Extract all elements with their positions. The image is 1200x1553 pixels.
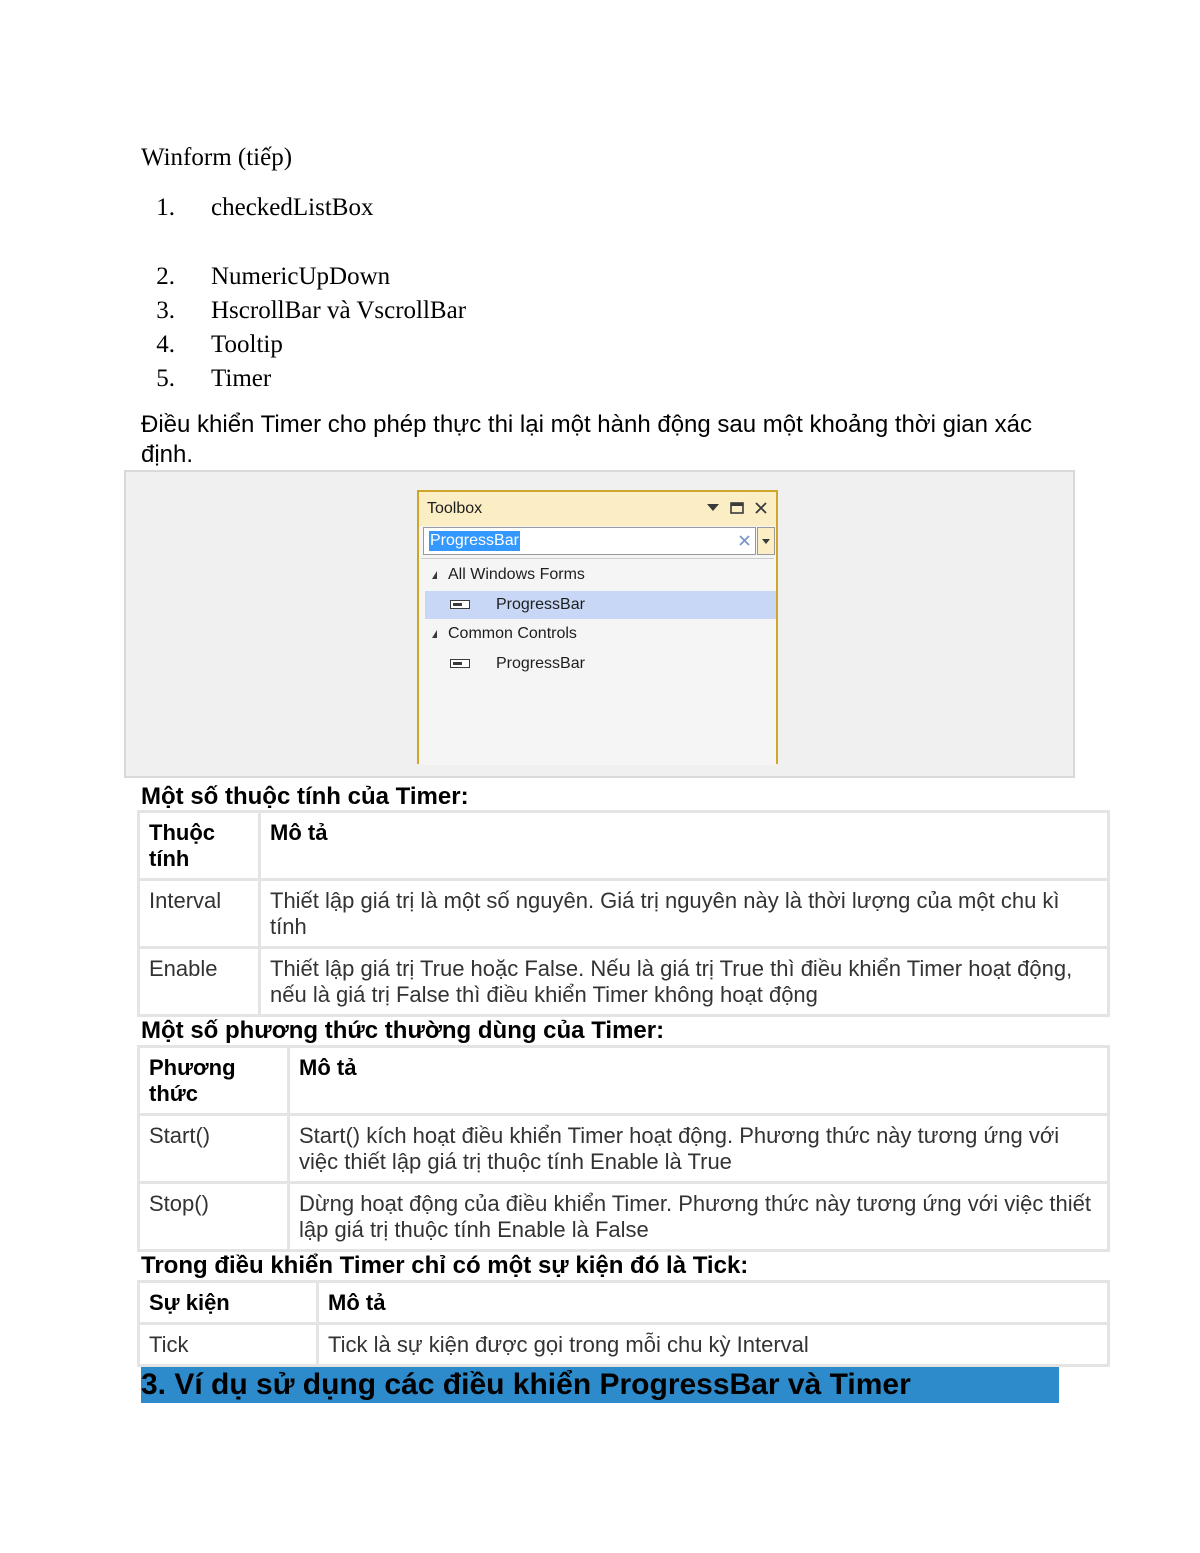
property-name: Enable: [139, 948, 260, 1016]
topic-number: 2.: [156, 263, 175, 290]
intro-paragraph: Điều khiển Timer cho phép thực thi lại một hành động sau một khoảng thời gian xác định.: [141, 411, 1032, 468]
properties-table: [137, 810, 1110, 1017]
toolbox-titlebar: [419, 492, 776, 526]
methods-heading: Một số phương thức thường dùng của Timer:: [141, 1017, 665, 1044]
column-header: Mô tả: [318, 1282, 1109, 1324]
topic-number: 3.: [156, 297, 175, 324]
tree-item-progressbar[interactable]: [421, 650, 774, 678]
tree-item-progressbar[interactable]: [425, 591, 776, 619]
method-name: Start(): [139, 1115, 289, 1183]
column-header: Phương thức: [139, 1047, 289, 1115]
table-row: [139, 1115, 1109, 1183]
maximize-icon[interactable]: [727, 498, 747, 518]
table-row: [139, 1324, 1109, 1366]
collapse-arrow-icon[interactable]: [432, 571, 437, 579]
topic-item: [141, 364, 271, 394]
close-icon[interactable]: [751, 498, 771, 518]
tree-group-all-windows-forms[interactable]: [421, 561, 774, 589]
topic-label: HscrollBar và VscrollBar: [211, 297, 467, 324]
toolbox-tree: [421, 558, 774, 765]
property-name: Interval: [139, 880, 260, 948]
topic-number: 5.: [156, 365, 175, 392]
method-name: Stop(): [139, 1183, 289, 1251]
column-header: Thuộc tính: [139, 812, 260, 880]
property-description: Thiết lập giá trị True hoặc False. Nếu là giá trị True thì điều khiển Timer hoạt động, nếu là giá trị False thì điều khiển Timer không hoạt động: [260, 948, 1109, 1016]
topic-item: [141, 262, 390, 292]
column-header: Mô tả: [289, 1047, 1109, 1115]
topic-label: Timer: [211, 365, 272, 392]
table-row: [139, 948, 1109, 1016]
event-name: Tick: [139, 1324, 318, 1366]
tree-group-common-controls[interactable]: [421, 620, 774, 648]
properties-heading: Một số thuộc tính của Timer:: [141, 783, 469, 810]
progressbar-icon: [450, 600, 470, 609]
topic-number: 1.: [156, 194, 175, 221]
topic-label: NumericUpDown: [211, 263, 391, 290]
collapse-arrow-icon[interactable]: [432, 630, 437, 638]
tree-item-label: ProgressBar: [496, 596, 585, 613]
topic-item: [141, 330, 283, 360]
topic-label: checkedListBox: [211, 194, 374, 221]
column-header: Sự kiện: [139, 1282, 318, 1324]
table-row: [139, 1183, 1109, 1251]
events-table: [137, 1280, 1110, 1367]
table-row: [139, 880, 1109, 948]
tree-item-label: ProgressBar: [496, 655, 585, 672]
clear-icon[interactable]: [738, 530, 751, 552]
toolbox-panel: [417, 490, 778, 764]
events-heading: Trong điều khiển Timer chỉ có một sự kiện đó là Tick:: [141, 1252, 749, 1279]
column-header: Mô tả: [260, 812, 1109, 880]
document-title: Winform (tiếp): [141, 144, 293, 171]
table-header-row: [139, 1047, 1109, 1115]
table-header-row: [139, 812, 1109, 880]
toolbox-title: Toolbox: [427, 500, 483, 517]
methods-table: [137, 1045, 1110, 1252]
method-description: Start() kích hoạt điều khiển Timer hoạt động. Phương thức này tương ứng với việc thiết lập giá trị thuộc tính Enable là True: [289, 1115, 1109, 1183]
topic-item: [141, 296, 466, 326]
event-description: Tick là sự kiện được gọi trong mỗi chu kỳ Interval: [318, 1324, 1109, 1366]
topic-number: 4.: [156, 331, 175, 358]
topic-item: [141, 193, 373, 223]
toolbox-search-input[interactable]: [423, 527, 756, 555]
search-value: ProgressBar: [430, 532, 519, 549]
property-description: Thiết lập giá trị là một số nguyên. Giá trị nguyên này là thời lượng của một chu kì tính: [260, 880, 1109, 948]
method-description: Dừng hoạt động của điều khiển Timer. Phương thức này tương ứng với việc thiết lập giá trị thuộc tính Enable là False: [289, 1183, 1109, 1251]
topic-label: Tooltip: [211, 331, 283, 358]
table-header-row: [139, 1282, 1109, 1324]
chevron-down-icon[interactable]: [703, 498, 723, 518]
tree-group-label: Common Controls: [448, 625, 577, 642]
tree-group-label: All Windows Forms: [448, 566, 585, 583]
dropdown-icon[interactable]: [757, 527, 775, 555]
progressbar-icon: [450, 659, 470, 668]
example-section-heading: 3. Ví dụ sử dụng các điều khiển ProgressBar và Timer: [141, 1367, 1059, 1403]
